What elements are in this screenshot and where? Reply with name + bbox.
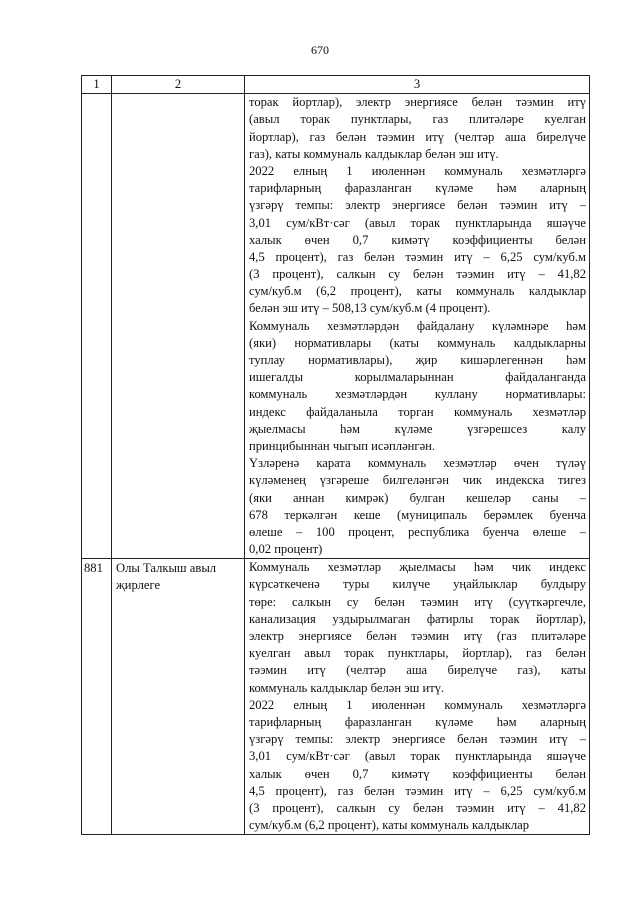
text-line: җыелмасы һәм күләме үзгәрешсез калу [249,421,586,436]
text-line: Коммуналь хезмәтләрдән файдалану күләмнәре һәм [249,318,586,333]
header-col-3: 3 [245,76,590,94]
text-line: (3 процент), салкын су белән тәэмин итү – 41,82 [249,267,586,282]
text-line: үзгәрү темпы: электр энергиясе белән тәэмин итү – [249,198,586,213]
document-table [81,75,590,835]
text-line: үзгәрү темпы: электр энергиясе белән тәэмин итү – [249,732,586,747]
table-body [82,94,590,835]
text-line: индекс файдаланыла торган коммуналь хезмәтләр [249,404,586,419]
text-line: тарифларның фаразланган күләме һәм аларның [249,181,586,196]
paragraph [249,163,586,318]
text-line: төре: салкын су белән тәэмин итү (суүткәргечле, [249,594,586,609]
text-line: коммуналь хезмәтләрдән куллану нормативлары: [249,387,586,402]
description-cell [245,94,590,559]
text-line: куелган авыл торак пунктлары, йортлар), газ белән [249,646,586,661]
text-line: Коммуналь хезмәтләр җыелмасы һәм чик индекс [249,560,586,575]
text-line: халык өчен 0,7 кимәтү коэффициенты белән [249,232,586,247]
paragraph [249,559,586,697]
text-line: ишегалды корылмаларыннан файдаланганда [249,370,586,385]
text-line: (3 процент), салкын су белән тәэмин итү – 41,82 [249,800,586,815]
text-line: йортлар), газ белән тәэмин итү (челтәр аша бирелүче [249,129,586,144]
settlement-name: Олы Талкыш авыл җирлеге [112,559,245,835]
paragraph [249,318,586,456]
text-line: коммуналь калдыклар белән эш итү. [249,680,445,695]
header-row [82,76,590,94]
text-line: 678 теркәлгән кеше (муниципаль берәмлек буенча [249,507,586,522]
settlement-name [112,94,245,559]
text-line: (яки) нормативлары (каты коммуналь калдыкларны [249,335,586,350]
header-col-1: 1 [82,76,112,94]
text-line: күләменең үзгәреше билгеләнгән чик индекска тигез [249,473,586,488]
text-line: принцибыннан чыгып исәпләнгән. [249,438,436,453]
text-line: торак йортлар), электр энергиясе белән тәэмин итү [249,95,586,110]
table-row [82,559,590,835]
description-cell [245,559,590,835]
paragraph [249,94,586,163]
text-line: газ), каты коммуналь калдыклар белән эш итү. [249,146,499,161]
text-line: (авыл торак пунктлары, газ плитәләре куелган [249,112,586,127]
table-row [82,94,590,559]
text-line: канализация уздырылмаган фатирлы торак йортлар), [249,611,586,626]
text-line: өлеше – 100 процент, республика буенча өлеше – [249,524,586,539]
text-line: 4,5 процент), газ белән тәэмин итү – 6,25 сум/куб.м [249,783,586,798]
text-line: туплау нормативлары), җир кишәрлегеннән һәм [249,353,586,368]
row-number: 881 [82,559,112,835]
text-line: 2022 елның 1 июленнән коммуналь хезмәтләргә [249,697,586,712]
text-line: белән эш итү – 508,13 сум/куб.м (4 процент). [249,301,491,316]
page-number: 670 [311,43,329,57]
text-line: Үзләренә карата коммуналь хезмәтләр өчен түләү [249,456,586,471]
text-line: 3,01 сум/кВт·сәг (авыл торак пунктларында яшәүче [249,215,586,230]
text-line: 3,01 сум/кВт·сәг (авыл торак пунктларында яшәүче [249,749,586,764]
text-line: (яки аннан кимрәк) булган кешеләр саны – [249,490,586,505]
text-line: халык өчен 0,7 кимәтү коэффициенты белән [249,766,586,781]
text-line: тарифларның фаразланган күләме һәм аларның [249,714,586,729]
text-line: электр энергиясе белән тәэмин итү (газ плитәләре [249,629,586,644]
paragraph [249,697,586,835]
text-line: 4,5 процент), газ белән тәэмин итү – 6,25 сум/куб.м [249,249,586,264]
text-line: 2022 елның 1 июленнән коммуналь хезмәтләргә [249,163,586,178]
paragraph [249,455,586,558]
text-line: тәэмин итү (челтәр аша бирелүче газ), каты [249,663,586,678]
header-col-2: 2 [112,76,245,94]
text-line: сум/куб.м (6,2 процент), каты коммуналь калдыклар [249,284,586,299]
text-line: күрсәткеченә туры килүче уңайлыклар булдыру [249,577,586,592]
text-line: 0,02 процент) [249,542,323,557]
row-number [82,94,112,559]
text-line: сум/куб.м (6,2 процент), каты коммуналь калдыклар [249,818,530,833]
